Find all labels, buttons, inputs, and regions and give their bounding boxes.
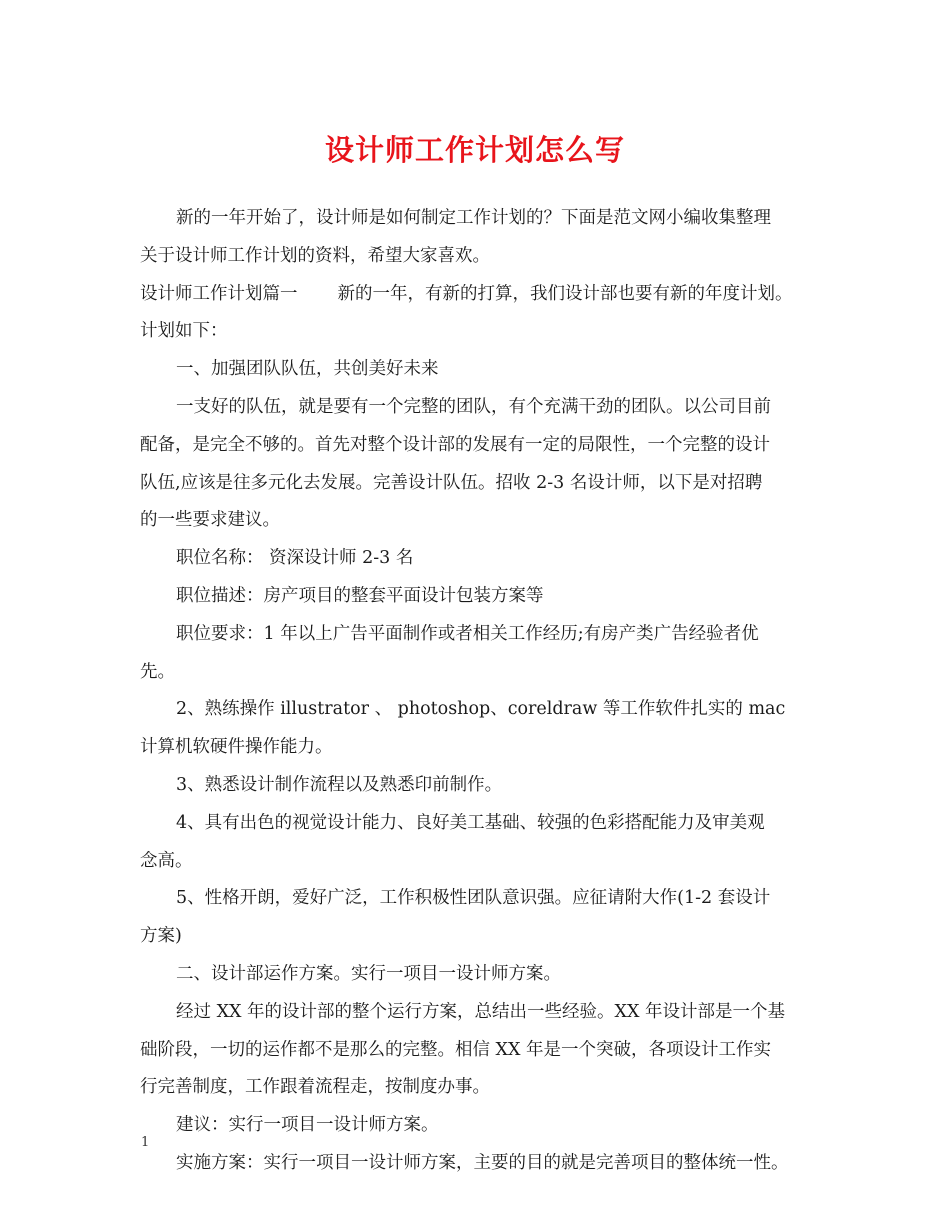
paragraph-line: 2、熟练操作 illustrator 、 photoshop、coreldraw 等工作软件扎实的 mac: [176, 699, 786, 720]
paragraph-line: [140, 276, 812, 314]
paragraph-line: 5、性格开朗，爱好广泛，工作积极性团队意识强。应征请附大作(1-2 套设计: [176, 888, 771, 909]
paragraph-line: 础阶段，一切的运作都不是那么的完整。相信 XX 年是一个突破，各项设计工作实: [140, 1039, 772, 1060]
paragraph-line: 二、设计部运作方案。实行一项目一设计师方案。: [176, 963, 561, 984]
paragraph-line: 一支好的队伍，就是要有一个完整的团队，有个充满干劲的团队。以公司目前: [176, 396, 771, 417]
paragraph-line: 实施方案：实行一项目一设计师方案，主要的目的就是完善项目的整体统一性。: [176, 1152, 789, 1173]
paragraph-line: 计算机软硬件操作能力。: [140, 737, 333, 758]
paragraph-line: 职位要求：1 年以上广告平面制作或者相关工作经历;有房产类广告经验者优: [176, 623, 759, 644]
paragraph-line: 念高。: [140, 850, 193, 871]
section-heading: 设计师工作计划篇一: [140, 283, 298, 304]
paragraph-line: 的一些要求建议。: [140, 510, 280, 531]
document-body: [140, 200, 812, 1183]
paragraph-line: 经过 XX 年的设计部的整个运行方案，总结出一些经验。XX 年设计部是一个基: [176, 1001, 786, 1022]
paragraph-line: 一、加强团队队伍，共创美好未来: [176, 359, 439, 380]
paragraph-line: 配备，是完全不够的。首先对整个设计部的发展有一定的局限性，一个完整的设计: [140, 434, 770, 455]
paragraph-line: 4、具有出色的视觉设计能力、良好美工基础、较强的色彩搭配能力及审美观: [176, 812, 765, 833]
paragraph-line: 3、熟悉设计制作流程以及熟悉印前制作。: [176, 774, 503, 795]
paragraph-line: 建议：实行一项目一设计师方案。: [176, 1115, 439, 1136]
paragraph-line: 职位名称： 资深设计师 2-3 名: [176, 548, 414, 569]
paragraph-line: 关于设计师工作计划的资料，希望大家喜欢。: [140, 245, 490, 266]
paragraph-line: 行完善制度，工作跟着流程走，按制度办事。: [140, 1077, 490, 1098]
paragraph-line: 队伍,应该是往多元化去发展。完善设计队伍。招收 2-3 名设计师，以下是对招聘: [140, 472, 763, 493]
paragraph-line: 新的一年开始了，设计师是如何制定工作计划的？下面是范文网小编收集整理: [176, 208, 771, 228]
paragraph-text: 新的一年，有新的打算，我们设计部也要有新的年度计划。: [337, 283, 793, 304]
page-number: 1: [141, 1135, 150, 1150]
paragraph-line: 先。: [140, 661, 175, 682]
document-title: 设计师工作计划怎么写: [324, 133, 625, 167]
paragraph-line: 职位描述：房产项目的整套平面设计包装方案等: [176, 585, 544, 606]
paragraph-line: 方案): [140, 926, 182, 947]
paragraph-line: 计划如下：: [140, 321, 228, 342]
